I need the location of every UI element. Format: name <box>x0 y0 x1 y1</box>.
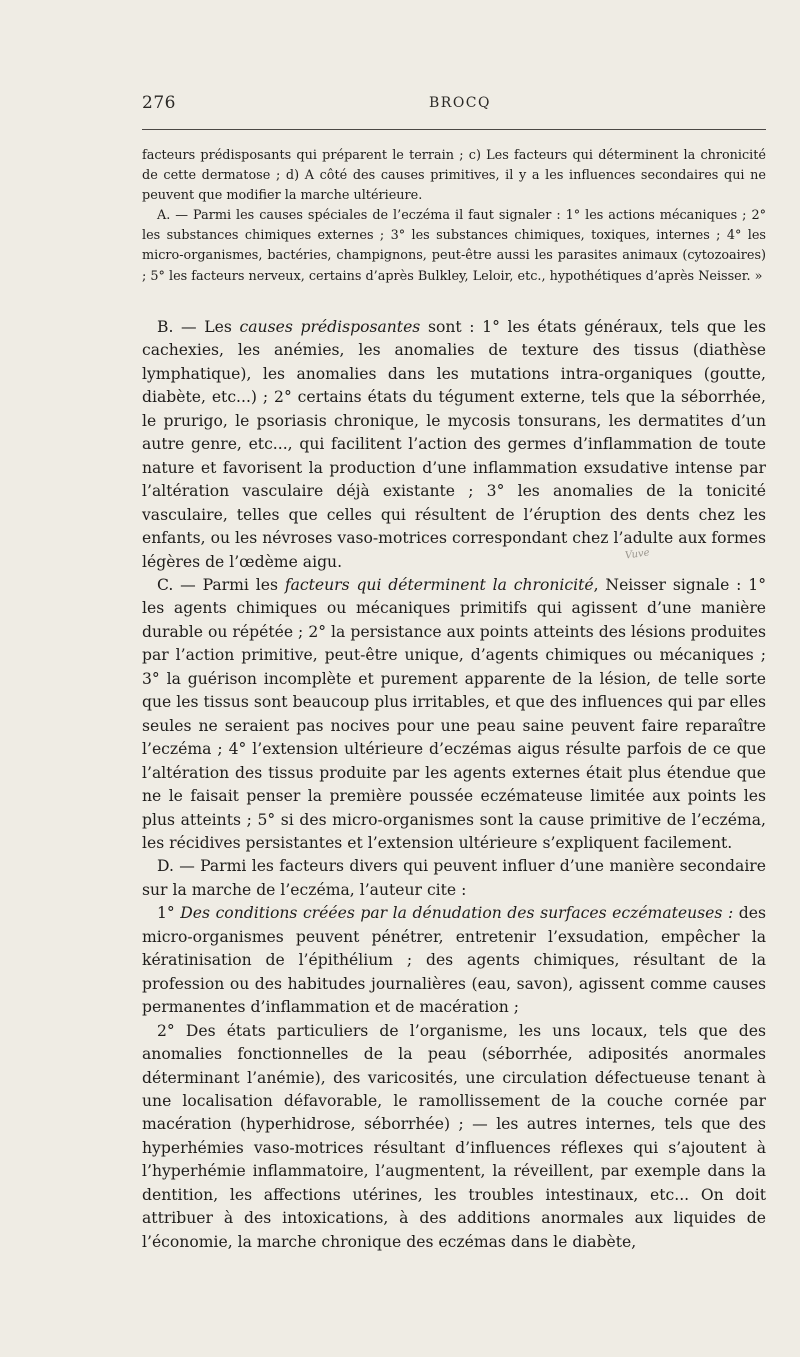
paragraph-a: A. — Parmi les causes spéciales de l’eczéma il faut signaler : 1° les actions mécaniques ; 2° les substances chimiques externes ; 3° les substances chimiques, toxiques, internes ; 4° les micro-organismes, bactéries, champignons, peut-être aussi les parasites animaux (cytozoaires) ; 5° les facteurs nerveux, certains d’après Bulkley, Leloir, etc., hypothétiques d’après Neisser. » <box>142 208 766 284</box>
paragraph-c-prefix: C. — Parmi les <box>157 575 285 594</box>
quoted-block-small-type <box>142 146 766 287</box>
paragraph-c-italic: facteurs qui déterminent la chronicité <box>284 575 594 594</box>
main-text <box>142 316 766 1254</box>
paragraph-d1 <box>142 902 766 1019</box>
page-number: 276 <box>142 93 176 113</box>
paragraph-b-text: sont : 1° les états généraux, tels que les cachexies, les anémies, les anomalies de texture des tissus (diathèse lymphatique), les anomalies dans les mutations intra-organiques (goutte, diabète, etc...) ; 2° certains états du tégument externe, tels que la séborrhée, le prurigo, le psoriasis chronique, le mycosis tonsurans, les dermatites d’un autre genre, etc..., qui facilitent l’action des germes d’inflammation de toute nature et favorisent la production d’une inflammation exsudative intense par l’altération vasculaire déjà existante ; 3° les anomalies de la tonicité vasculaire, telles que celles qui résultent de l’éruption des dents chez les enfants, ou les névroses vaso-motrices correspondant chez l’adulte aux formes légères de l’œdème aigu. <box>142 318 766 571</box>
paragraph-continuation: facteurs prédisposants qui préparent le terrain ; c) Les facteurs qui déterminent la chronicité de cette dermatose ; d) A côté des causes primitives, il y a les influences secondaires qui ne peuvent que modifier la marche ultérieure. <box>142 148 766 204</box>
pencil-annotation: Vuve <box>624 547 651 562</box>
paragraph-b <box>142 316 766 574</box>
paragraph-d1-italic: Des conditions créées par la dénudation des surfaces eczémateuses : <box>180 904 734 923</box>
header-rule <box>142 129 766 130</box>
paragraph-b-italic: causes prédisposantes <box>239 318 421 336</box>
paragraph-d1-text: des micro-organismes peuvent pénétrer, entretenir l’exsudation, empêcher la kératinisation de l’épithélium ; des agents chimiques, résultant de la profession ou des habitudes journalières (eau, savon), agissent comme causes permanentes d’inflammation et de macération ; <box>142 904 766 1017</box>
paragraph-b-prefix: B. — Les <box>157 318 240 336</box>
paragraph-d1-prefix: 1° <box>157 904 181 923</box>
paragraph-d: D. — Parmi les facteurs divers qui peuvent influer d’une manière secondaire sur la marche de l’eczéma, l’auteur cite : <box>142 857 766 899</box>
running-head: BROCQ <box>429 95 491 111</box>
paragraph-c <box>142 574 766 855</box>
paragraph-d2: 2° Des états particuliers de l’organisme, les uns locaux, tels que des anomalies fonctionnelles de la peau (séborrhée, adiposités anormales déterminant l’anémie), des varicosités, une circulation défectueuse tenant à une localisation défavorable, le ramollissement de la couche cornée par macération (hyperhidrose, séborrhée) ; — les autres internes, tels que des hyperhémies vaso-motrices résultant d’influences réflexes qui s’ajoutent à l’hyperhémie inflammatoire, l’augmentent, la réveillent, par exemple dans la dentition, les affections utérines, les troubles intestinaux, etc... On doit attribuer à des intoxications, à des additions anormales aux liquides de l’économie, la marche chronique des eczémas dans le diabète, <box>142 1021 766 1251</box>
paragraph-c-text: , Neisser signale : 1° les agents chimiques ou mécaniques primitifs qui agissent d’une manière durable ou répétée ; 2° la persistance aux points atteints des lésions produites par l’action primitive, peut-être unique, d’agents chimiques ou mécaniques ; 3° la guérison incomplète et purement apparente de la lésion, de telle sorte que les tissus sont beaucoup plus irritables, et que des influences qui par elles seules ne seraient pas nocives pour une peau saine peuvent faire reparaître l’eczéma ; 4° l’extension ultérieure d’eczémas aigus résulte parfois de ce que l’altération des tissus produite par les agents externes était plus étendue que ne le faisait penser la première poussée eczémateuse limitée aux points les plus atteints ; 5° si des micro-organismes sont la cause primitive de l’eczéma, les récidives persistantes et l’extension ultérieure s’expliquent facilement. <box>142 575 766 852</box>
page-header <box>142 93 766 119</box>
